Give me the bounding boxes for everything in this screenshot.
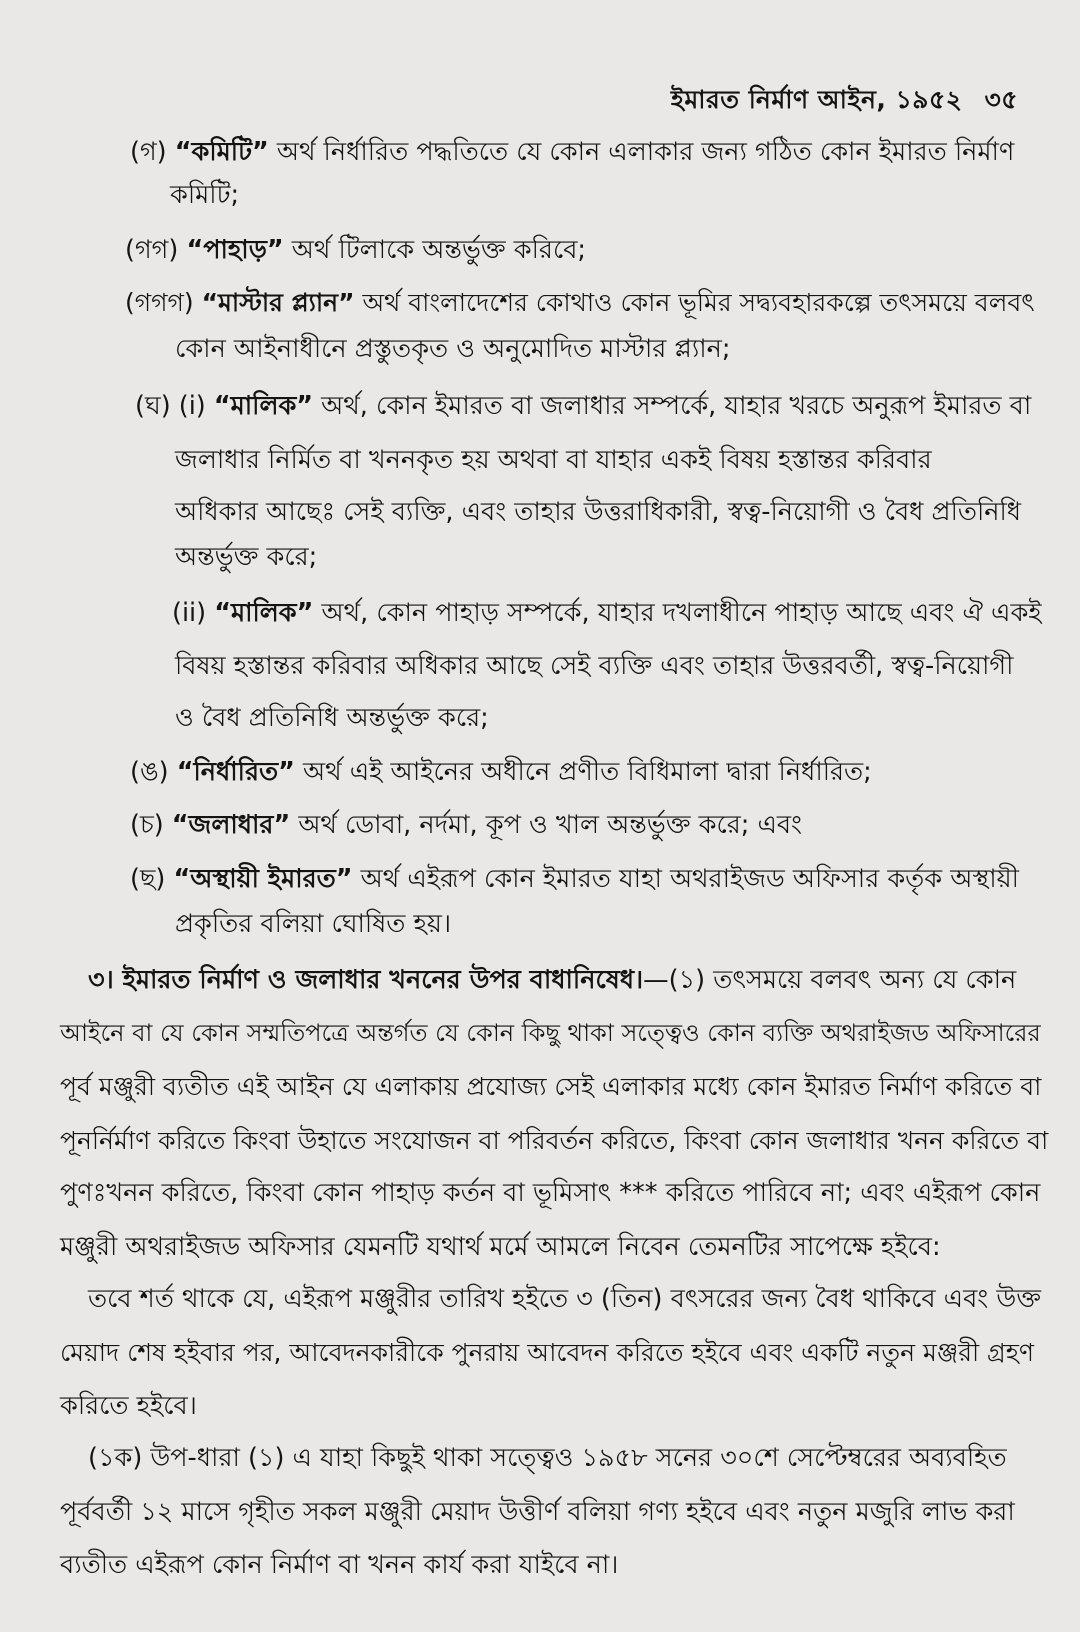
page-number: ৩৫: [984, 85, 1018, 114]
def-gha-i-line4: অন্তর্ভুক্ত করে;: [175, 542, 318, 572]
def-ga-term: “কমিটি”: [174, 137, 269, 167]
section-3-line4: পূনর্নির্মাণ করিতে কিংবা উহাতে সংযোজন বা পরিবর্তন করিতে, কিংবা কোন জলাধার খনন করিতে বা: [60, 1126, 1049, 1155]
def-uma-text: অর্থ এই আইনের অধীনে প্রণীত বিধিমালা দ্বারা নির্ধারিত;: [294, 757, 872, 787]
section-3-heading: ৩। ইমারত নির্মাণ ও জলাধার খননের উপর বাধানিষেধ।: [88, 965, 644, 995]
def-chha-label: (ছ): [130, 864, 166, 894]
def-gha-i-line1: [135, 389, 1031, 423]
def-gha-ii-text: অর্থ, কোন পাহাড় সম্পর্কে, যাহার দখলাধীনে পাহাড় আছে এবং ঐ একই: [313, 598, 1042, 628]
def-chha-line1: [130, 862, 1019, 896]
proviso-line2: মেয়াদ শেষ হইবার পর, আবেদনকারীকে পুনরায় আবেদন করিতে হইবে এবং একটি নতুন মঞ্জরী গ্রহণ: [60, 1338, 1035, 1367]
def-gaga-label: (গগ): [125, 235, 179, 265]
def-ga-line2: কমিটি;: [170, 180, 240, 210]
def-uma-line1: [130, 755, 872, 789]
def-gha-ii-label: (ii): [172, 598, 207, 628]
def-gagaga-line1: [125, 286, 1035, 320]
section-3-line5: পুণঃখনন করিতে, কিংবা কোন পাহাড় কর্তন বা ভূমিসাৎ *** করিতে পারিবে না; এবং এইরূপ কোন: [60, 1178, 1041, 1208]
subsection-1a-line1: (১ক) উপ-ধারা (১) এ যাহা কিছুই থাকা সত্ত্বেও ১৯৫৮ সনের ৩০শে সেপ্টেম্বরের অব্যবহিত: [88, 1443, 1007, 1473]
def-gha-i-label: (ঘ) (i): [135, 391, 206, 421]
running-header: [671, 80, 1018, 123]
def-gha-i-term: “মালিক”: [213, 391, 314, 421]
subsection-1a-line2: পূর্ববর্তী ১২ মাসে গৃহীত সকল মঞ্জুরী মেয়াদ উত্তীর্ণ বলিয়া গণ্য হইবে এবং নতুন মজুরি লাভ করা: [60, 1497, 1015, 1527]
def-gaga-text: অর্থ টিলাকে অন্তর্ভুক্ত করিবে;: [283, 235, 586, 265]
def-uma-label: (ঙ): [130, 757, 169, 787]
def-chha-line2: প্রকৃতির বলিয়া ঘোষিত হয়।: [175, 909, 452, 939]
def-gagaga-text: অর্থ বাংলাদেশের কোথাও কোন ভূমির সদ্ব্যবহারকল্পে তৎসময়ে বলবৎ: [354, 288, 1035, 317]
def-cha-label: (চ): [130, 810, 164, 840]
def-ga-line1: [130, 135, 1014, 169]
def-gha-i-line3: অধিকার আছেঃ সেই ব্যক্তি, এবং তাহার উত্তরাধিকারী, স্বত্ব-নিয়োগী ও বৈধ প্রতিনিধি: [175, 497, 1022, 527]
section-3-line2: আইনে বা যে কোন সম্মতিপত্রে অন্তর্গত যে কোন কিছু থাকা সত্ত্বেও কোন ব্যক্তি অথরাইজড অফিসারের: [60, 1019, 1041, 1047]
def-gha-ii-line1: [172, 596, 1042, 630]
def-ga-label: (গ): [130, 137, 167, 167]
def-gha-ii-term: “মালিক”: [214, 598, 314, 628]
def-gaga-term: “পাহাড়”: [186, 235, 284, 265]
def-cha-term: “জলাধার”: [171, 810, 291, 840]
proviso-line3: করিতে হইবে।: [60, 1391, 197, 1421]
def-gha-ii-line3: ও বৈধ প্রতিনিধি অন্তর্ভুক্ত করে;: [175, 703, 489, 733]
def-gagaga-label: (গগগ): [125, 288, 194, 317]
def-gha-ii-line2: বিষয় হস্তান্তর করিবার অধিকার আছে সেই ব্যক্তি এবং তাহার উত্তরবর্তী, স্বত্ব-নিয়োগী: [175, 651, 1014, 681]
def-gha-i-line2: জলাধার নির্মিত বা খননকৃত হয় অথবা বা যাহার একই বিষয় হস্তান্তর করিবার: [175, 445, 932, 475]
def-uma-term: “নির্ধারিত”: [176, 757, 295, 787]
proviso-line1: তবে শর্ত থাকে যে, এইরূপ মঞ্জুরীর তারিখ হইতে ৩ (তিন) বৎসরের জন্য বৈধ থাকিবে এবং উক্ত: [88, 1284, 1041, 1314]
section-3-line1: [88, 963, 1016, 997]
section-3-text: —(১) তৎসময়ে বলবৎ অন্য যে কোন: [643, 965, 1017, 995]
def-chha-term: “অস্থায়ী ইমারত”: [173, 864, 353, 894]
section-3-line6: মঞ্জুরী অথরাইজড অফিসার যেমনটি যথার্থ মর্মে আমলে নিবেন তেমনটির সাপেক্ষে হইবে:: [60, 1232, 941, 1262]
def-ga-text: অর্থ নির্ধারিত পদ্ধতিতে যে কোন এলাকার জন্য গঠিত কোন ইমারত নির্মাণ: [268, 137, 1015, 167]
def-gaga-line1: [125, 233, 586, 267]
def-chha-text: অর্থ এইরূপ কোন ইমারত যাহা অথরাইজড অফিসার কর্তৃক অস্থায়ী: [352, 864, 1019, 894]
section-3-line3: পূর্ব মঞ্জুরী ব্যতীত এই আইন যে এলাকায় প্রযোজ্য সেই এলাকার মধ্যে কোন ইমারত নির্মাণ করিতে বা: [60, 1072, 1042, 1101]
subsection-1a-line3: ব্যতীত এইরূপ কোন নির্মাণ বা খনন কার্য করা যাইবে না।: [60, 1550, 619, 1580]
def-gha-i-text: অর্থ, কোন ইমারত বা জলাধার সম্পর্কে, যাহার খরচে অনুরূপ ইমারত বা: [313, 391, 1032, 421]
def-gagaga-term: “মাস্টার প্ল্যান”: [201, 288, 355, 317]
header-title: ইমারত নির্মাণ আইন, ১৯৫২: [670, 85, 963, 114]
def-cha-line1: [130, 808, 802, 842]
def-gagaga-line2: কোন আইনাধীনে প্রস্তুতকৃত ও অনুমোদিত মাস্টার প্ল্যান;: [175, 334, 731, 364]
def-cha-text: অর্থ ডোবা, নর্দমা, কূপ ও খাল অন্তর্ভুক্ত করে; এবং: [290, 810, 803, 840]
